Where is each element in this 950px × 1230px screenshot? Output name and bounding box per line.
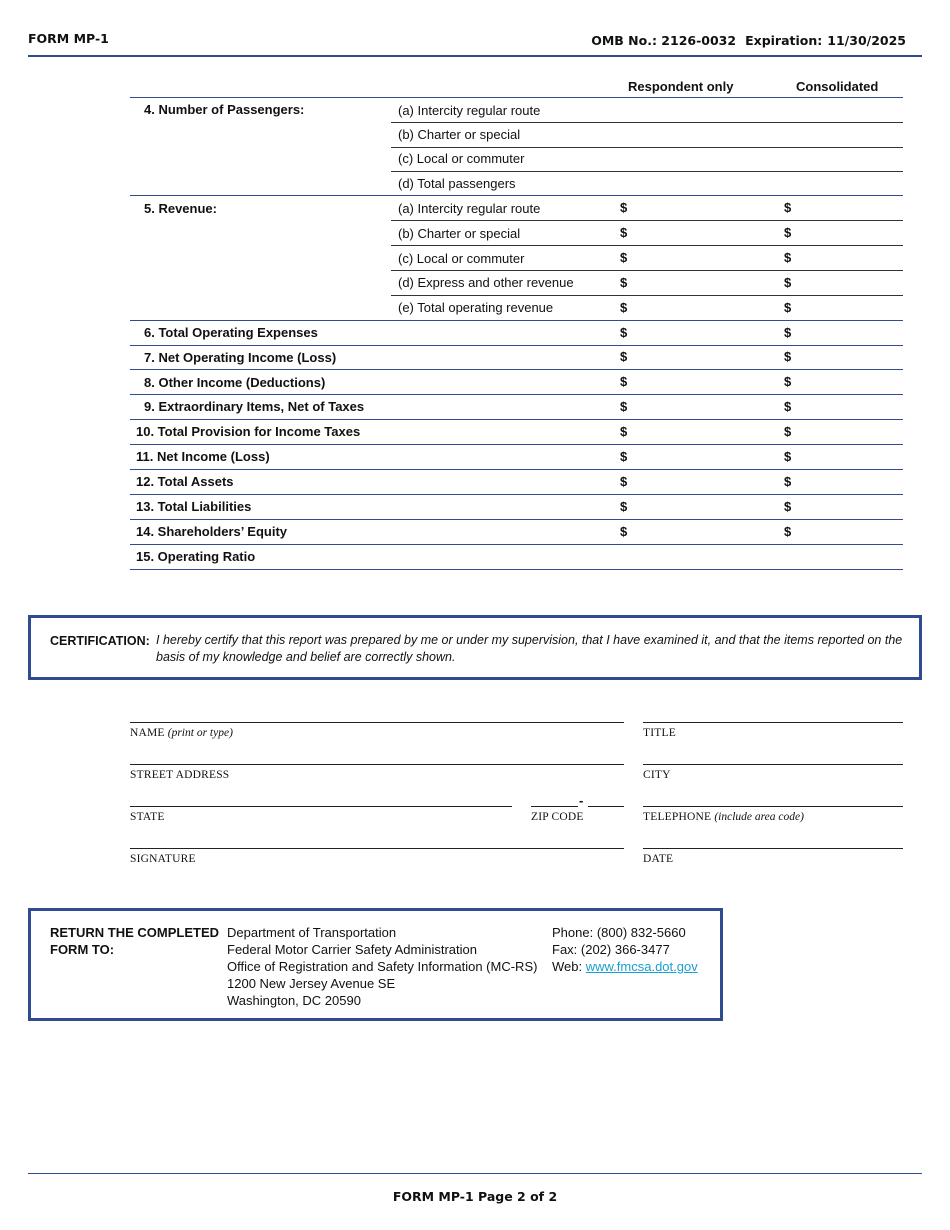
- web-link[interactable]: www.fmcsa.dot.gov: [585, 959, 698, 974]
- dollar-respondent: $: [620, 474, 628, 489]
- dollar-consolidated: $: [784, 225, 792, 240]
- item-label: 4. Number of Passengers:: [144, 102, 305, 117]
- item-label: 5. Revenue:: [144, 201, 217, 216]
- dollar-consolidated: $: [784, 374, 792, 389]
- column-header-respondent: Respondent only: [628, 79, 734, 94]
- sub-item-label: (b) Charter or special: [398, 226, 521, 241]
- title-label: TITLE: [643, 727, 676, 739]
- section-rule: [130, 494, 903, 495]
- dollar-respondent: $: [620, 349, 628, 364]
- address-line: Department of Transportation: [227, 925, 397, 940]
- name-label: NAME (print or type): [130, 727, 233, 739]
- telephone-field[interactable]: [643, 806, 903, 807]
- dollar-respondent: $: [620, 300, 628, 315]
- sub-item-label: (c) Local or commuter: [398, 251, 525, 266]
- footer-rule: [28, 1173, 922, 1174]
- dollar-respondent: $: [620, 499, 628, 514]
- dollar-respondent: $: [620, 225, 628, 240]
- dollar-consolidated: $: [784, 349, 792, 364]
- sub-item-label: (a) Intercity regular route: [398, 201, 541, 216]
- section-rule: [130, 444, 903, 445]
- zip-extension-field[interactable]: [588, 806, 624, 807]
- sub-item-label: (d) Total passengers: [398, 176, 516, 191]
- dollar-consolidated: $: [784, 424, 792, 439]
- dollar-consolidated: $: [784, 275, 792, 290]
- return-address: [227, 924, 537, 1009]
- address-line: 1200 New Jersey Avenue SE: [227, 976, 396, 991]
- table-rule: [130, 97, 903, 98]
- omb-number: OMB No.: 2126-0032: [591, 33, 737, 48]
- certification-box: [28, 615, 922, 680]
- address-line: Washington, DC 20590: [227, 993, 361, 1008]
- state-field[interactable]: [130, 806, 512, 807]
- section-rule: [130, 369, 903, 370]
- section-rule: [130, 569, 903, 570]
- section-rule: [130, 544, 903, 545]
- sub-item-label: (a) Intercity regular route: [398, 103, 541, 118]
- return-address-box: [28, 908, 723, 1021]
- dollar-consolidated: $: [784, 300, 792, 315]
- dollar-respondent: $: [620, 374, 628, 389]
- date-field[interactable]: [643, 848, 903, 849]
- column-header-consolidated: Consolidated: [796, 79, 879, 94]
- header-rule: [28, 55, 922, 57]
- section-rule: [130, 394, 903, 395]
- section-rule: [130, 345, 903, 346]
- row-rule: [391, 295, 903, 296]
- dollar-consolidated: $: [784, 200, 792, 215]
- page-footer: FORM MP-1 Page 2 of 2: [392, 1189, 558, 1204]
- name-field[interactable]: [130, 722, 624, 723]
- web-label: Web:: [552, 959, 583, 974]
- certification-label: CERTIFICATION:: [50, 634, 150, 648]
- row-rule: [391, 270, 903, 271]
- item-label: 15. Operating Ratio: [136, 549, 256, 564]
- state-label: STATE: [130, 811, 165, 823]
- row-rule: [391, 220, 903, 221]
- certification-text: I hereby certify that this report was prepared by me or under my supervision, that I have examined it, and that the items reported on the basis of my knowledge and belief are correctly shown.: [156, 633, 903, 664]
- item-label: 13. Total Liabilities: [136, 499, 252, 514]
- signature-field[interactable]: [130, 848, 624, 849]
- section-rule: [130, 469, 903, 470]
- street-address-label: STREET ADDRESS: [130, 769, 230, 781]
- dollar-respondent: $: [620, 399, 628, 414]
- row-rule: [391, 122, 903, 123]
- sub-item-label: (b) Charter or special: [398, 127, 521, 142]
- dollar-consolidated: $: [784, 250, 792, 265]
- sub-item-label: (c) Local or commuter: [398, 151, 525, 166]
- dollar-respondent: $: [620, 200, 628, 215]
- dollar-respondent: $: [620, 524, 628, 539]
- dollar-respondent: $: [620, 325, 628, 340]
- item-label: 12. Total Assets: [136, 474, 234, 489]
- omb-info: [591, 33, 906, 48]
- item-label: 10. Total Provision for Income Taxes: [136, 424, 361, 439]
- zip-code-label: ZIP CODE: [531, 811, 584, 823]
- address-line: Federal Motor Carrier Safety Administration: [227, 942, 477, 957]
- dollar-consolidated: $: [784, 474, 792, 489]
- section-rule: [130, 320, 903, 321]
- title-field[interactable]: [643, 722, 903, 723]
- dollar-respondent: $: [620, 275, 628, 290]
- street-address-field[interactable]: [130, 764, 624, 765]
- date-label: DATE: [643, 853, 674, 865]
- telephone-hint: (include area code): [714, 811, 804, 823]
- section-rule: [130, 419, 903, 420]
- dollar-respondent: $: [620, 449, 628, 464]
- dollar-consolidated: $: [784, 449, 792, 464]
- web-line: [552, 958, 698, 975]
- zip-code-field[interactable]: [531, 806, 578, 807]
- form-id: FORM MP-1: [28, 31, 109, 46]
- dollar-consolidated: $: [784, 399, 792, 414]
- row-rule: [391, 171, 903, 172]
- item-label: 11. Net Income (Loss): [136, 449, 270, 464]
- return-label: RETURN THE COMPLETED FORM TO:: [50, 925, 219, 957]
- signature-label: SIGNATURE: [130, 853, 196, 865]
- item-label: 9. Extraordinary Items, Net of Taxes: [144, 399, 365, 414]
- item-label: 8. Other Income (Deductions): [144, 375, 326, 390]
- name-hint: (print or type): [167, 727, 233, 739]
- dollar-respondent: $: [620, 250, 628, 265]
- contact-info: [552, 924, 698, 975]
- telephone-label: TELEPHONE (include area code): [643, 811, 804, 823]
- fax-number: Fax: (202) 366-3477: [552, 942, 670, 957]
- address-line: Office of Registration and Safety Information (MC-RS): [227, 959, 538, 974]
- sub-item-label: (e) Total operating revenue: [398, 300, 554, 315]
- section-rule: [130, 195, 903, 196]
- expiration-date: 11/30/2025: [827, 33, 906, 48]
- phone-number: Phone: (800) 832-5660: [552, 925, 686, 940]
- dollar-consolidated: $: [784, 524, 792, 539]
- city-label: CITY: [643, 769, 671, 781]
- dollar-respondent: $: [620, 424, 628, 439]
- city-field[interactable]: [643, 764, 903, 765]
- section-rule: [130, 519, 903, 520]
- row-rule: [391, 245, 903, 246]
- item-label: 14. Shareholders’ Equity: [136, 524, 287, 539]
- dollar-consolidated: $: [784, 325, 792, 340]
- item-label: 6. Total Operating Expenses: [144, 325, 318, 340]
- sub-item-label: (d) Express and other revenue: [398, 275, 574, 290]
- row-rule: [391, 147, 903, 148]
- dollar-consolidated: $: [784, 499, 792, 514]
- item-label: 7. Net Operating Income (Loss): [144, 350, 337, 365]
- zip-separator: -: [579, 793, 584, 808]
- expiration-label: Expiration:: [745, 33, 823, 48]
